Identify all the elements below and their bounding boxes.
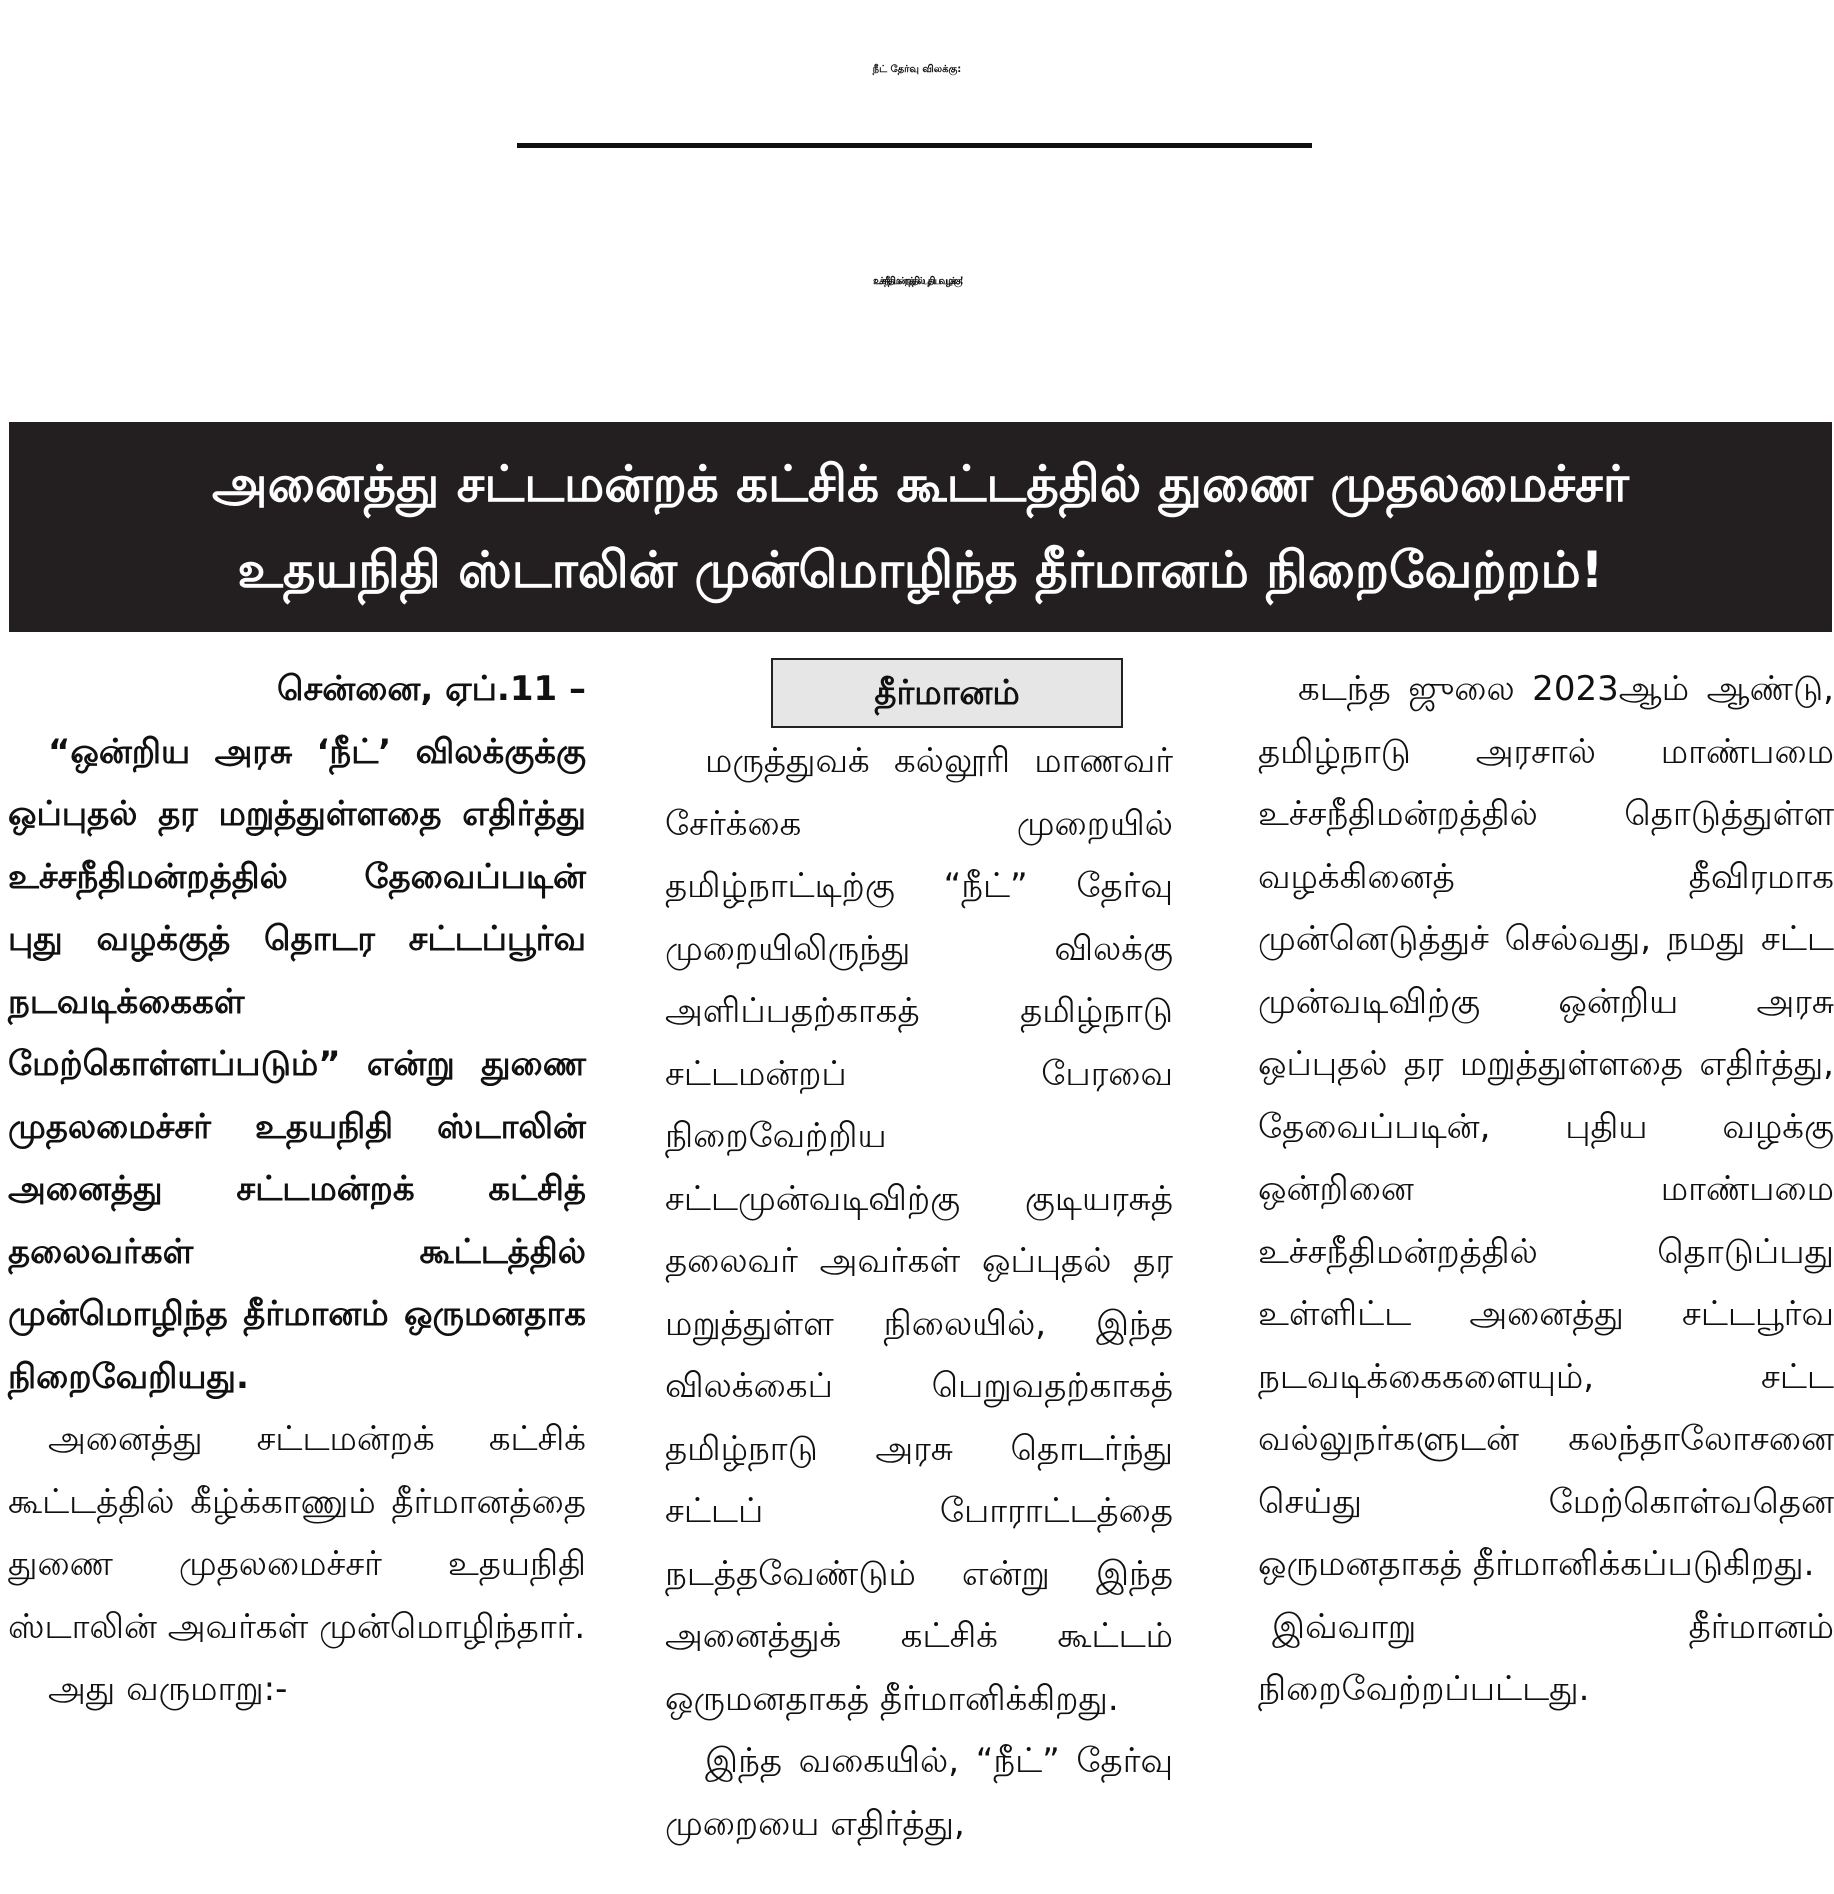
- column-1: [8, 658, 586, 1721]
- column-3: [1258, 658, 1834, 1721]
- banner-line-1: அனைத்து சட்டமன்றக் கட்சிக் கூட்டத்தில் துணை முதலமைச்சர்: [212, 455, 1629, 513]
- subheadline-banner: [9, 422, 1832, 632]
- paragraph: அது வருமாறு:-: [48, 1669, 288, 1709]
- dateline: சென்னை, ஏப்.11 –: [277, 669, 586, 709]
- banner-line-2: உதயநிதி ஸ்டாலின் முன்மொழிந்த தீர்மானம் நிறைவேற்றம்!: [237, 541, 1604, 599]
- paragraph: இந்த வகையில், “நீட்” தேர்வு முறையை எதிர்த்து,: [665, 1741, 1173, 1844]
- column-2: [665, 658, 1173, 1855]
- paragraph: மருத்துவக் கல்லூரி மாணவர் சேர்க்கை முறையில் தமிழ்நாட்டிற்கு “நீட்” தேர்வு முறையிலிருந்து விலக்கு அளிப்பதற்காகத் தமிழ்நாடு சட்டமன்றப் பேரவை நிறைவேற்றிய சட்டமுன்வடிவிற்கு குடியரசுத் தலைவர் அவர்கள் ஒப்புதல் தர மறுத்துள்ள நிலையில், இந்த விலக்கைப் பெறுவதற்காகத் தமிழ்நாடு அரசு தொடர்ந்து சட்டப் போராட்டத்தை நடத்தவேண்டும் என்று இந்த அனைத்துக் கட்சிக் கூட்டம் ஒருமனதாகத் தீர்மானிக்கிறது.: [665, 741, 1173, 1719]
- lead-paragraph: “ஒன்றிய அரசு ‘நீட்’ விலக்குக்கு ஒப்புதல் தர மறுத்துள்ளதை எதிர்த்து உச்சநீதிமன்றத்தில் தேவைப்படின் புது வழக்குத் தொடர சட்டப்பூர்வ நடவடிக்கைகள் மேற்கொள்ளப்படும்” என்று துணை முதலமைச்சர் உதயநிதி ஸ்டாலின் அனைத்து சட்டமன்றக் கட்சித் தலைவர்கள் கூட்டத்தில் முன்மொழிந்த தீர்மானம் ஒருமனதாக நிறைவேறியது.: [8, 731, 586, 1397]
- kicker-underline: [517, 143, 1312, 148]
- headline: உச்சநீதிமன்றத்தில் புதிய வழக்கு!: [873, 276, 961, 287]
- paragraph: கடந்த ஜுலை 2023ஆம் ஆண்டு, தமிழ்நாடு அரசால் மாண்பமை உச்சநீதிமன்றத்தில் தொடுத்துள்ள வழக்கினைத் தீவிரமாக முன்னெடுத்துச் செல்வது, நமது சட்ட முன்வடிவிற்கு ஒன்றிய அரசு ஒப்புதல் தர மறுத்துள்ளதை எதிர்த்து, தேவைப்படின், புதிய வழக்கு ஒன்றினை மாண்பமை உச்சநீதிமன்றத்தில் தொடுப்பது உள்ளிட்ட அனைத்து சட்டபூர்வ நடவடிக்கைகளையும், சட்ட வல்லுநர்களுடன் கலந்தாலோசனை செய்து மேற்கொள்வதென ஒருமனதாகத் தீர்மானிக்கப்படுகிறது.: [1258, 669, 1834, 1584]
- kicker-title: நீட் தேர்வு விலக்கு:: [872, 64, 962, 75]
- resolution-subhead: தீர்மானம்: [771, 658, 1123, 728]
- paragraph: அனைத்து சட்டமன்றக் கட்சிக் கூட்டத்தில் கீழ்க்காணும் தீர்மானத்தை துணை முதலமைச்சர் உதயநிதி ஸ்டாலின் அவர்கள் முன்மொழிந்தார்.: [8, 1419, 586, 1647]
- paragraph: இவ்வாறு தீர்மானம் நிறைவேற்றப்பட்டது.: [1258, 1606, 1834, 1709]
